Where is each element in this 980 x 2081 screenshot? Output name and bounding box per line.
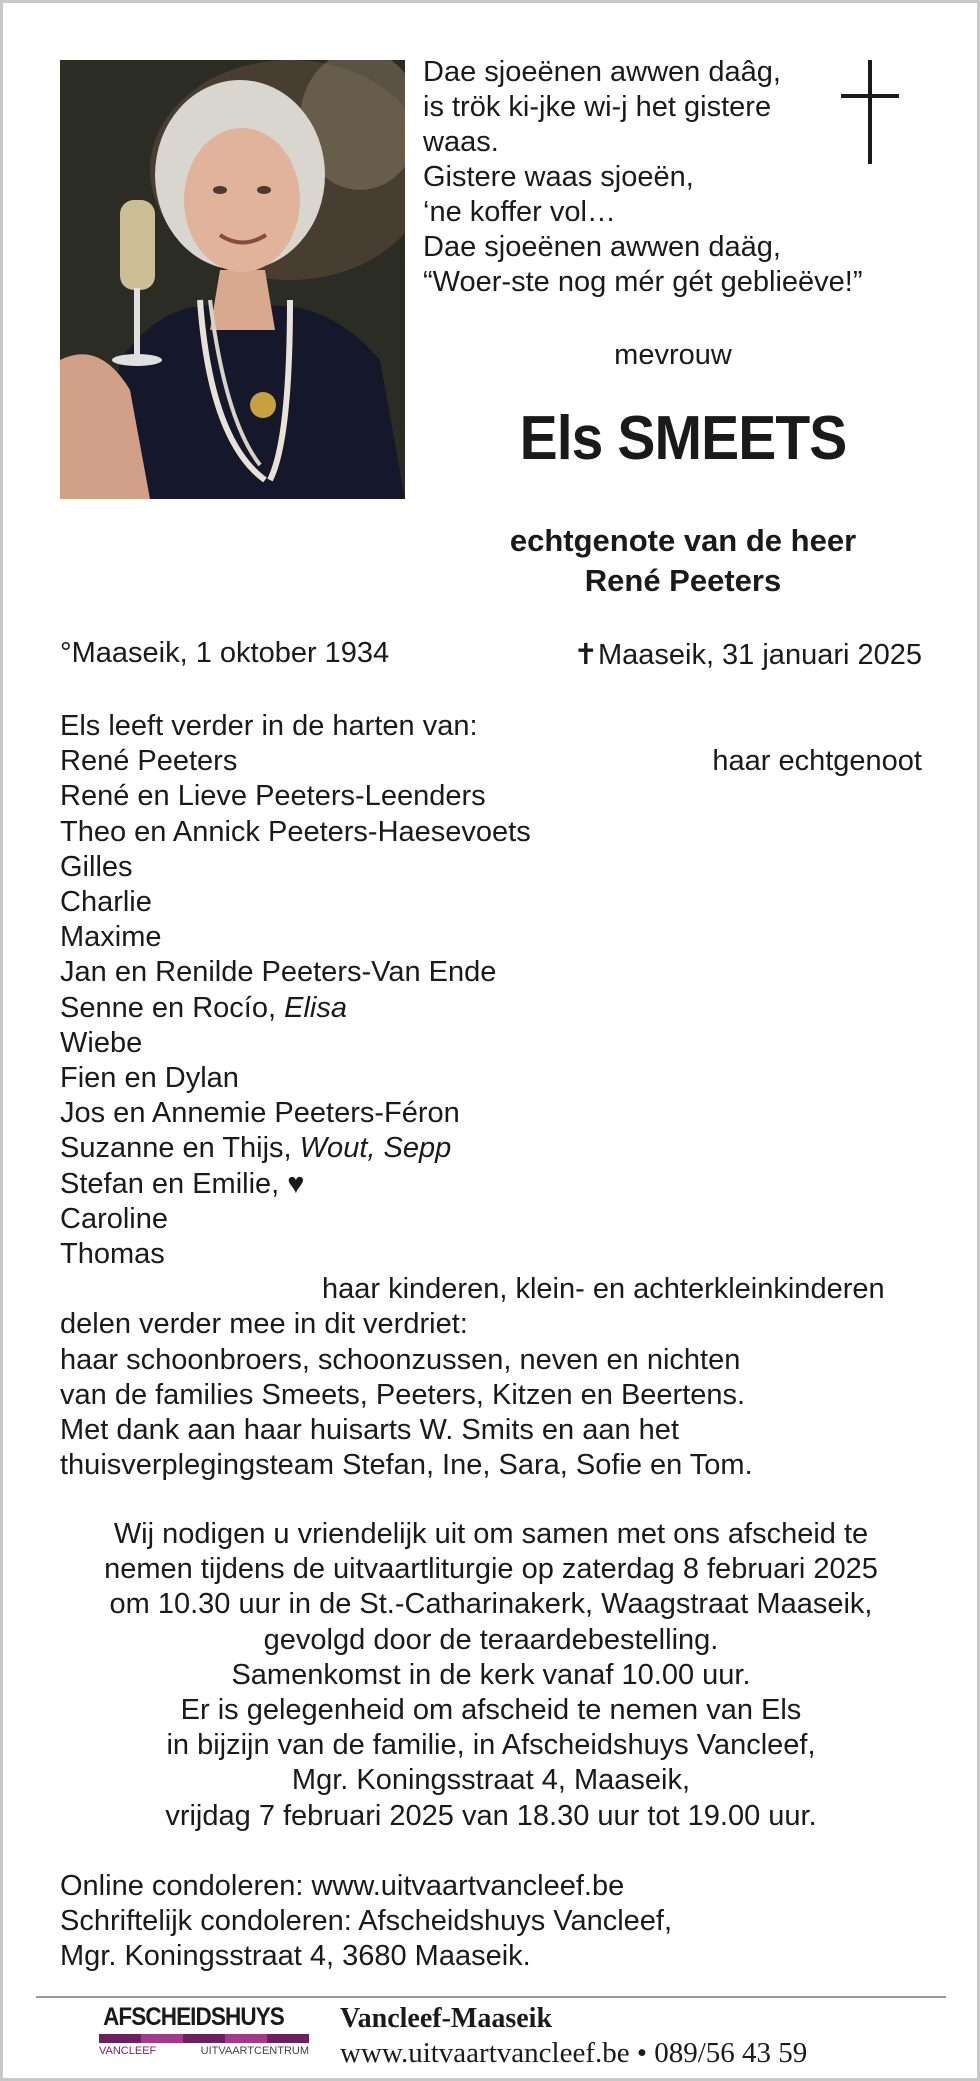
ceremony-line: om 10.30 uur in de St.-Catharinakerk, Waagstraat Maaseik, <box>109 1588 873 1621</box>
ceremony-line: Samenkomst in de kerk vanaf 10.00 uur. <box>231 1658 751 1691</box>
spouse-name: René Peeters <box>584 563 782 598</box>
ceremony-line: Wij nodigen u vriendelijk uit om samen met ons afscheid te <box>113 1518 869 1550</box>
death-cross-icon: ✝ <box>573 639 598 671</box>
logo-sub-right: UITVAARTCENTRUM <box>200 2045 309 2057</box>
birth-date: °Maaseik, 1 oktober 1934 <box>60 637 390 669</box>
funeral-home-logo <box>99 2003 309 2057</box>
family-spouse-name: René Peeters <box>60 745 238 778</box>
poem-line: waas. <box>423 126 499 158</box>
family-member: Caroline <box>60 1202 168 1235</box>
funeral-home-info <box>340 2003 807 2071</box>
death-date-text: Maaseik, 31 januari 2025 <box>597 639 922 671</box>
ceremony-line: in bijzijn van de familie, in Afscheidshuys Vancleef, <box>166 1729 816 1762</box>
poem-line: Dae sjoeënen awwen daäg, <box>423 231 781 263</box>
family-member: Wiebe <box>60 1026 143 1059</box>
condolence-line: Schriftelijk condoleren: Afscheidshuys Vancleef, <box>60 1905 673 1938</box>
poem-line: is trök ki-jke wi-j het gistere <box>423 91 772 123</box>
family-member: Maxime <box>60 921 162 954</box>
ceremony-line: vrijdag 7 februari 2025 van 18.30 uur tot 19.00 uur. <box>165 1799 817 1832</box>
logo-sub-left: VANCLEEF <box>99 2045 157 2057</box>
portrait-illustration <box>60 60 405 499</box>
logo-bar-segment <box>183 2034 225 2043</box>
family-spouse-row <box>60 744 922 779</box>
family-closing-line: thuisverplegingsteam Stefan, Ine, Sara, Sofie en Tom. <box>60 1449 753 1482</box>
family-member: Jos en Annemie Peeters-Féron <box>60 1097 460 1130</box>
family-spouse-relation: haar echtgenoot <box>712 745 922 778</box>
portrait-photo <box>60 60 405 499</box>
footer-divider <box>36 1996 946 1998</box>
family-member: Jan en Renilde Peeters-Van Ende <box>60 956 497 989</box>
condolence-info <box>60 1869 922 1975</box>
poem-line: “Woer-ste nog mér gét geblieëve!” <box>423 266 863 298</box>
logo-bar-segment <box>225 2034 267 2043</box>
family-intro: Els leeft verder in de harten van: <box>60 710 478 742</box>
funeral-home-contact: www.uitvaartvancleef.be • 089/56 43 59 <box>340 2037 808 2069</box>
family-member: René en Lieve Peeters-Leenders <box>60 780 486 813</box>
poem-line: ‘ne koffer vol… <box>423 196 616 228</box>
family-closing-line: delen verder mee in dit verdriet: <box>60 1308 468 1341</box>
salutation: mevrouw <box>614 339 732 371</box>
family-closing-line: van de families Smeets, Peeters, Kitzen en Beertens. <box>60 1378 746 1411</box>
condolence-line: Online condoleren: www.uitvaartvancleef.be <box>60 1870 625 1902</box>
family-member: Fien en Dylan <box>60 1062 239 1095</box>
family-relation-summary: haar kinderen, klein- en achterkleinkinderen <box>322 1273 885 1306</box>
family-list <box>60 709 922 1483</box>
family-member: Stefan en Emilie, ♥ <box>60 1167 305 1200</box>
family-member: Suzanne en Thijs, Wout, Sepp <box>60 1132 452 1165</box>
family-member: Theo en Annick Peeters-Haesevoets <box>60 815 531 848</box>
family-closing-line: Met dank aan haar huisarts W. Smits en aan het <box>60 1414 679 1447</box>
ceremony-info <box>60 1517 922 1834</box>
ceremony-line: gevolgd door de teraardebestelling. <box>263 1623 719 1656</box>
family-member: Gilles <box>60 850 133 883</box>
logo-bar-segment <box>267 2034 309 2043</box>
family-member: Senne en Rocío, Elisa <box>60 991 347 1024</box>
ceremony-line: Er is gelegenheid om afscheid te nemen van Els <box>180 1694 802 1727</box>
poem-line: Gistere waas sjoeën, <box>423 161 694 193</box>
logo-title: AFSCHEIDSHUYS <box>103 2003 284 2031</box>
family-member: Thomas <box>60 1238 165 1271</box>
family-member: Charlie <box>60 886 152 919</box>
logo-bar-segment <box>99 2034 141 2043</box>
family-closing-line: haar schoonbroers, schoonzussen, neven en nichten <box>60 1343 741 1376</box>
ceremony-line: nemen tijdens de uitvaartliturgie op zaterdag 8 februari 2025 <box>104 1553 878 1586</box>
cross-icon <box>841 60 901 164</box>
logo-bar-segment <box>141 2034 183 2043</box>
logo-subtitle <box>99 2045 309 2057</box>
condolence-line: Mgr. Koningsstraat 4, 3680 Maaseik. <box>60 1940 531 1973</box>
death-date <box>574 637 922 672</box>
funeral-home-title: Vancleef-Maaseik <box>340 2003 553 2034</box>
spouse-info <box>443 521 923 601</box>
poem-line: Dae sjoeënen awwen daâg, <box>423 56 781 88</box>
logo-color-bar <box>99 2034 309 2043</box>
spouse-line: echtgenote van de heer <box>509 523 857 558</box>
poem <box>423 55 903 300</box>
ceremony-line: Mgr. Koningsstraat 4, Maaseik, <box>291 1764 691 1797</box>
deceased-name: Els SMEETS <box>519 404 847 473</box>
